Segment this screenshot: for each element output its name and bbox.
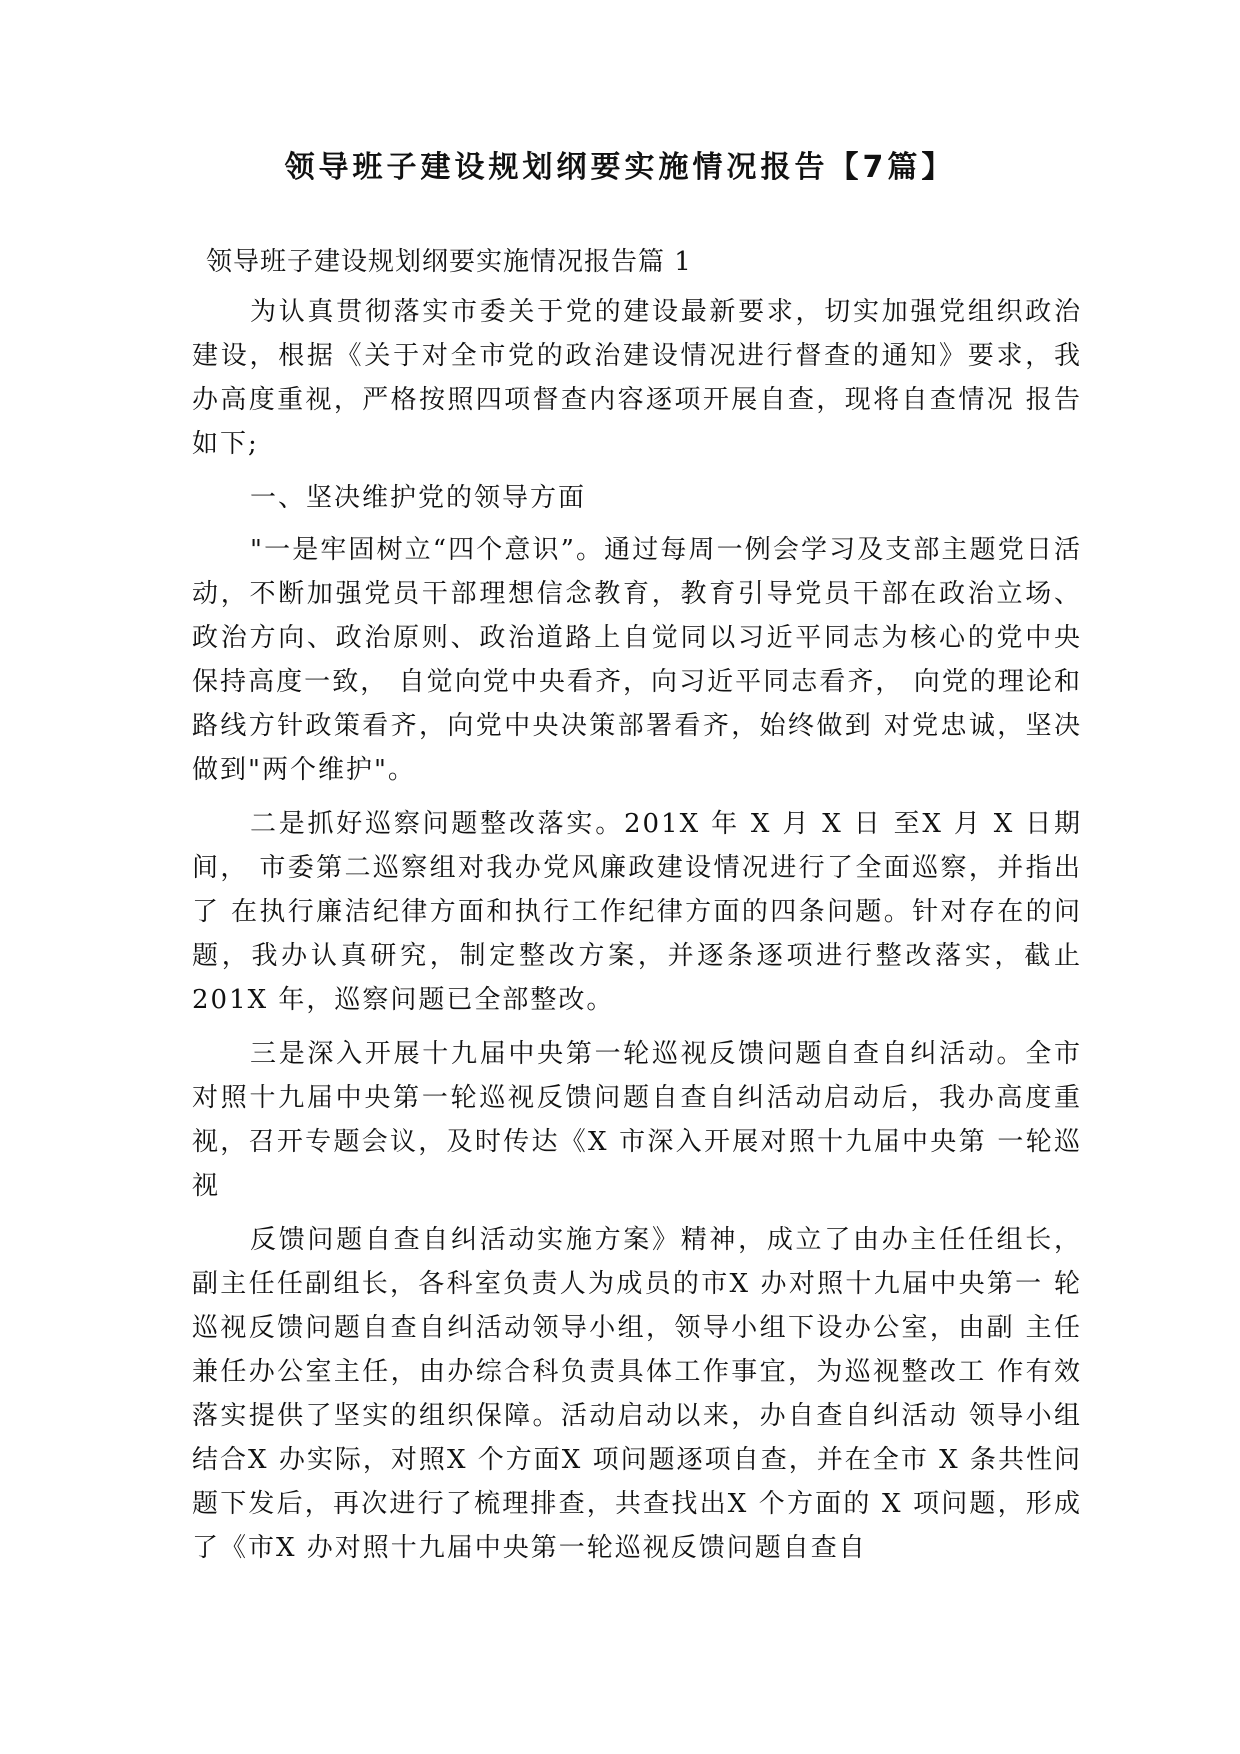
document-title: 领导班子建设规划纲要实施情况报告【7篇】 <box>284 150 956 185</box>
section-heading: 一、坚决维护党的领导方面 <box>250 483 587 513</box>
document-body <box>192 240 1082 1580</box>
paragraph-3: 三是深入开展十九届中央第一轮巡视反馈问题自查自纠活动。全市对照十九届中央第一轮巡视反馈问题自查自纠活动启动后，我办高度重视，召开专题会议，及时传达《X 市深入开展对照十九届中央第 一轮巡视 <box>192 1039 1082 1201</box>
section-subtitle: 领导班子建设规划纲要实施情况报告篇 1 <box>206 247 692 277</box>
paragraph-2: 二是抓好巡察问题整改落实。201X 年 X 月 X 日 至X 月 X 日期间， 市委第二巡察组对我办党风廉政建设情况进行了全面巡察，并指出了 在执行廉洁纪律方面和执行工作纪律方面的四条问题。针对存在的问 题，我办认真研究，制定整改方案，并逐条逐项进行整改落实，截止 201X 年，巡察问题已全部整改。 <box>192 809 1082 1015</box>
intro-paragraph: 为认真贯彻落实市委关于党的建设最新要求，切实加强党组织政治建设，根据《关于对全市党的政治建设情况进行督查的通知》要求，我办高度重视，严格按照四项督查内容逐项开展自查，现将自查情况 报告如下; <box>192 297 1082 459</box>
paragraph-1: "一是牢固树立“四个意识”。通过每周一例会学习及支部主题党日活动，不断加强党员干部理想信念教育，教育引导党员干部在政治立场、政治方向、政治原则、政治道路上自觉同以习近平同志为核心的党中央保持高度一致， 自觉向党中央看齐，向习近平同志看齐， 向党的理论和路线方针政策看齐，向党中央决策部署看齐，始终做到 对党忠诚，坚决做到"两个维护"。 <box>192 535 1082 785</box>
paragraph-4: 反馈问题自查自纠活动实施方案》精神，成立了由办主任任组长， 副主任任副组长，各科室负责人为成员的市X 办对照十九届中央第一 轮巡视反馈问题自查自纠活动领导小组，领导小组下设办公室，由副 主任兼任办公室主任，由办综合科负责具体工作事宜，为巡视整改工 作有效落实提供了坚实的组织保障。活动启动以来，办自查自纠活动 领导小组结合X 办实际，对照X 个方面X 项问题逐项自查，并在全市 X 条共性问题下发后，再次进行了梳理排查，共查找出X 个方面的 X 项问题，形成了《市X 办对照十九届中央第一轮巡视反馈问题自查自 <box>192 1225 1082 1563</box>
